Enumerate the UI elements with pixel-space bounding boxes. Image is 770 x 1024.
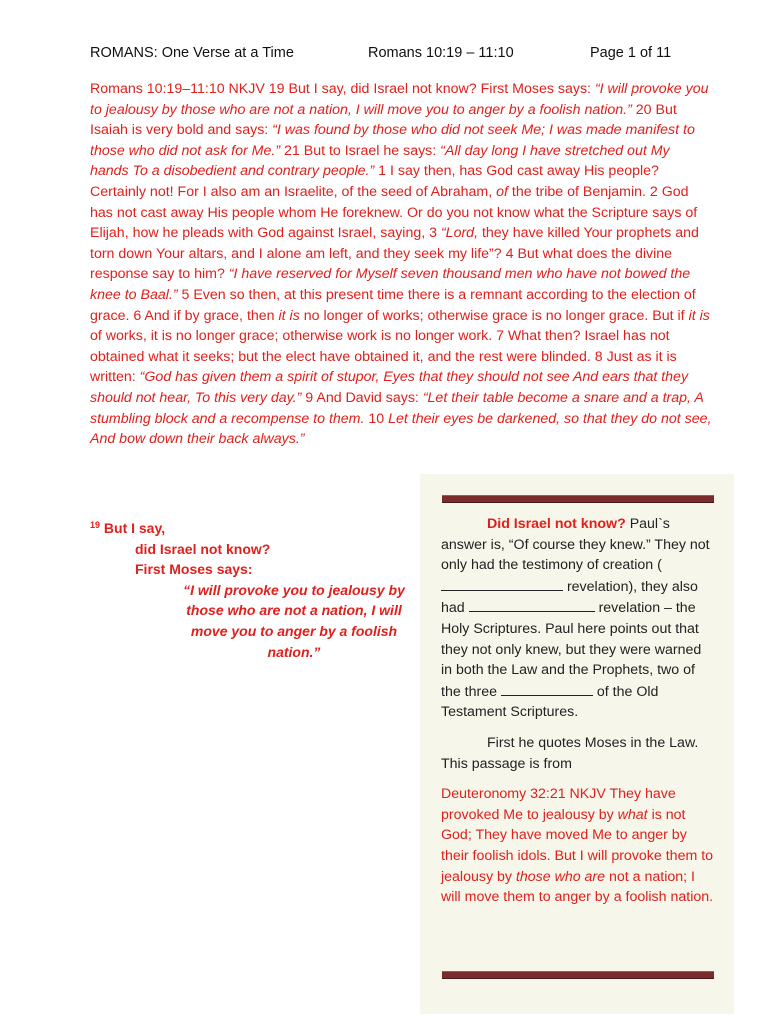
cross-reference-italic: what bbox=[617, 806, 648, 823]
cross-reference-text: not a nation; I will move them to anger by a foolish nation. bbox=[441, 868, 714, 906]
verse-line-text: But I say, bbox=[100, 520, 166, 536]
passage-text: no longer of works; otherwise grace is no longer grace. But if bbox=[299, 307, 689, 324]
passage-text: Romans 10:19–11:10 NKJV 19 But I say, did Israel not know? First Moses says: bbox=[90, 81, 595, 97]
decorative-rule bbox=[442, 495, 714, 503]
cross-reference-text: Deuteronomy 32:21 NKJV They have provoked Me to jealousy by bbox=[441, 786, 676, 823]
commentary-content bbox=[441, 514, 716, 908]
passage-quote: Let their eyes be darkened, so that they do not see, And bow down their back always.” bbox=[90, 410, 712, 448]
verse-line: First Moses says: bbox=[135, 561, 253, 578]
commentary-text: revelation), they also had bbox=[441, 578, 698, 617]
cross-reference-italic: those who are bbox=[515, 868, 606, 885]
commentary-paragraph bbox=[441, 514, 716, 723]
passage-quote: “God has given them a spirit of stupor, Eyes that they should not see And ears that they should not hear, To this very day.” bbox=[90, 369, 689, 406]
passage-text: of works, it is no longer grace; otherwise work is no longer work. 7 What then? Israel has not obtained what it seeks; but the elect have obtained it, and the rest were blinded. 8 Just as it is written: bbox=[90, 328, 677, 386]
verse-line bbox=[90, 515, 420, 539]
header-reference: Romans 10:19 – 11:10 bbox=[368, 45, 514, 61]
passage-italic: it is bbox=[688, 307, 710, 324]
fill-in-blank bbox=[469, 597, 595, 612]
passage-quote: “All day long I have stretched out My hands To a disobedient and contrary people.” bbox=[90, 142, 670, 180]
passage-quote: “Let their table become a snare and a trap, A stumbling block and a recompense to them. bbox=[90, 389, 704, 427]
commentary-text: Paul`s answer is, “Of course they knew.” They not only had the testimony of creation ( bbox=[441, 516, 710, 574]
page-header bbox=[90, 45, 690, 67]
verse-breakdown bbox=[90, 515, 420, 662]
passage-quote: “I will provoke you to jealousy by those who are not a nation, I will move you to anger by a foolish nation.” bbox=[90, 81, 709, 118]
cross-reference-text: is not God; They have moved Me to anger by their foolish idols. But I will provoke them to jealousy by bbox=[441, 806, 714, 885]
passage-italic: it is bbox=[278, 307, 300, 324]
passage-text: 20 But Isaiah is very bold and says: bbox=[90, 101, 677, 139]
passage-italic: of bbox=[496, 183, 508, 200]
fill-in-blank bbox=[441, 576, 563, 591]
scripture-passage bbox=[90, 79, 712, 450]
commentary-paragraph: First he quotes Moses in the Law. This passage is from bbox=[441, 734, 699, 772]
passage-quote: “I was found by those who did not seek Me; I was made manifest to those who did not ask for Me.” bbox=[90, 122, 695, 159]
verse-quote: “I will provoke you to jealousy by those who are not a nation, I will move you to anger by a foolish nation.” bbox=[183, 581, 405, 660]
commentary-text: of the Old Testament Scriptures. bbox=[441, 683, 659, 721]
passage-text: 21 But to Israel he says: bbox=[280, 142, 441, 159]
decorative-rule bbox=[442, 971, 714, 979]
cross-reference bbox=[441, 784, 716, 908]
passage-text: 10 bbox=[364, 410, 389, 427]
commentary-sidebar bbox=[420, 474, 734, 1014]
passage-text: the tribe of Benjamin. 2 God has not cast away His people whom He foreknew. Or do you not know what the Scripture says of Elijah, how he pleads with God against Israel, saying, 3 bbox=[90, 183, 698, 242]
fill-in-blank bbox=[501, 681, 593, 696]
passage-text: they have killed Your prophets and torn down Your altars, and I alone am left, and they seek my life”? 4 But what does the divine response say to him? bbox=[90, 225, 699, 283]
verse-number: 19 bbox=[90, 520, 101, 530]
passage-quote: “I have reserved for Myself seven thousand men who have not bowed the knee to Baal.” bbox=[90, 266, 691, 303]
passage-quote: “Lord, bbox=[440, 225, 479, 242]
header-page-number: Page 1 of 11 bbox=[590, 45, 672, 61]
verse-line: did Israel not know? bbox=[135, 540, 271, 557]
passage-text: 9 And David says: bbox=[301, 389, 423, 406]
header-title: ROMANS: One Verse at a Time bbox=[90, 45, 294, 61]
passage-text: 5 Even so then, at this present time there is a remnant according to the election of grace. 6 And if by grace, then bbox=[90, 286, 696, 324]
commentary-question: Did Israel not know? bbox=[487, 516, 626, 532]
commentary-text: revelation – the Holy Scriptures. Paul here points out that they not only knew, but they were warned in both the Law and the Prophets, two of the three bbox=[441, 600, 702, 700]
passage-text: 1 I say then, has God cast away His people? Certainly not! For I also am an Israelite, of the seed of Abraham, bbox=[90, 163, 659, 200]
